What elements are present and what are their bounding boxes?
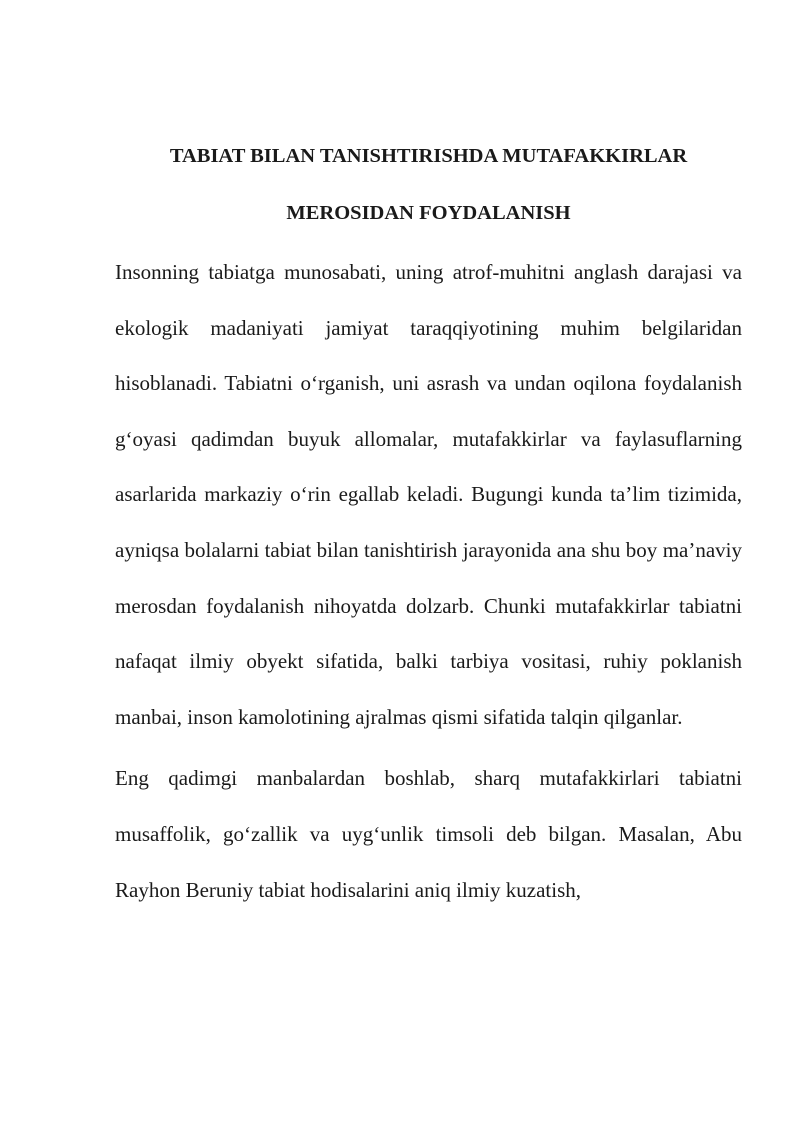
- paragraph-2: Eng qadimgi manbalardan boshlab, sharq mutafakkirlari tabiatni musaffolik, go‘zallik va uyg‘unlik timsoli deb bilgan. Masalan, Abu Rayhon Beruniy tabiat hodisalarini aniq ilmiy kuzatish,: [115, 766, 742, 902]
- title-block: [115, 128, 742, 242]
- paragraph-1: Insonning tabiatga munosabati, uning atrof-muhitni anglash darajasi va ekologik madaniyati jamiyat taraqqiyotining muhim belgilaridan hisoblanadi. Tabiatni o‘rganish, uni asrash va undan oqilona foydalanish g‘oyasi qadimdan buyuk allomalar, mutafakkirlar va faylasuflarning asarlarida markaziy o‘rin egallab keladi. Bugungi kunda ta’lim tizimida, ayniqsa bolalarni tabiat bilan tanishtirish jarayonida ana shu boy ma’naviy merosdan foydalanish nihoyatda dolzarb. Chunki mutafakkirlar tabiatni nafaqat ilmiy obyekt sifatida, balki tarbiya vositasi, ruhiy poklanish manbai, inson kamolotining ajralmas qismi sifatida talqin qilganlar.: [115, 260, 742, 729]
- document-title: TABIAT BILAN TANISHTIRISHDA MUTAFAKKIRLAR MEROSIDAN FOYDALANISH: [169, 145, 688, 224]
- document-body: [115, 128, 742, 918]
